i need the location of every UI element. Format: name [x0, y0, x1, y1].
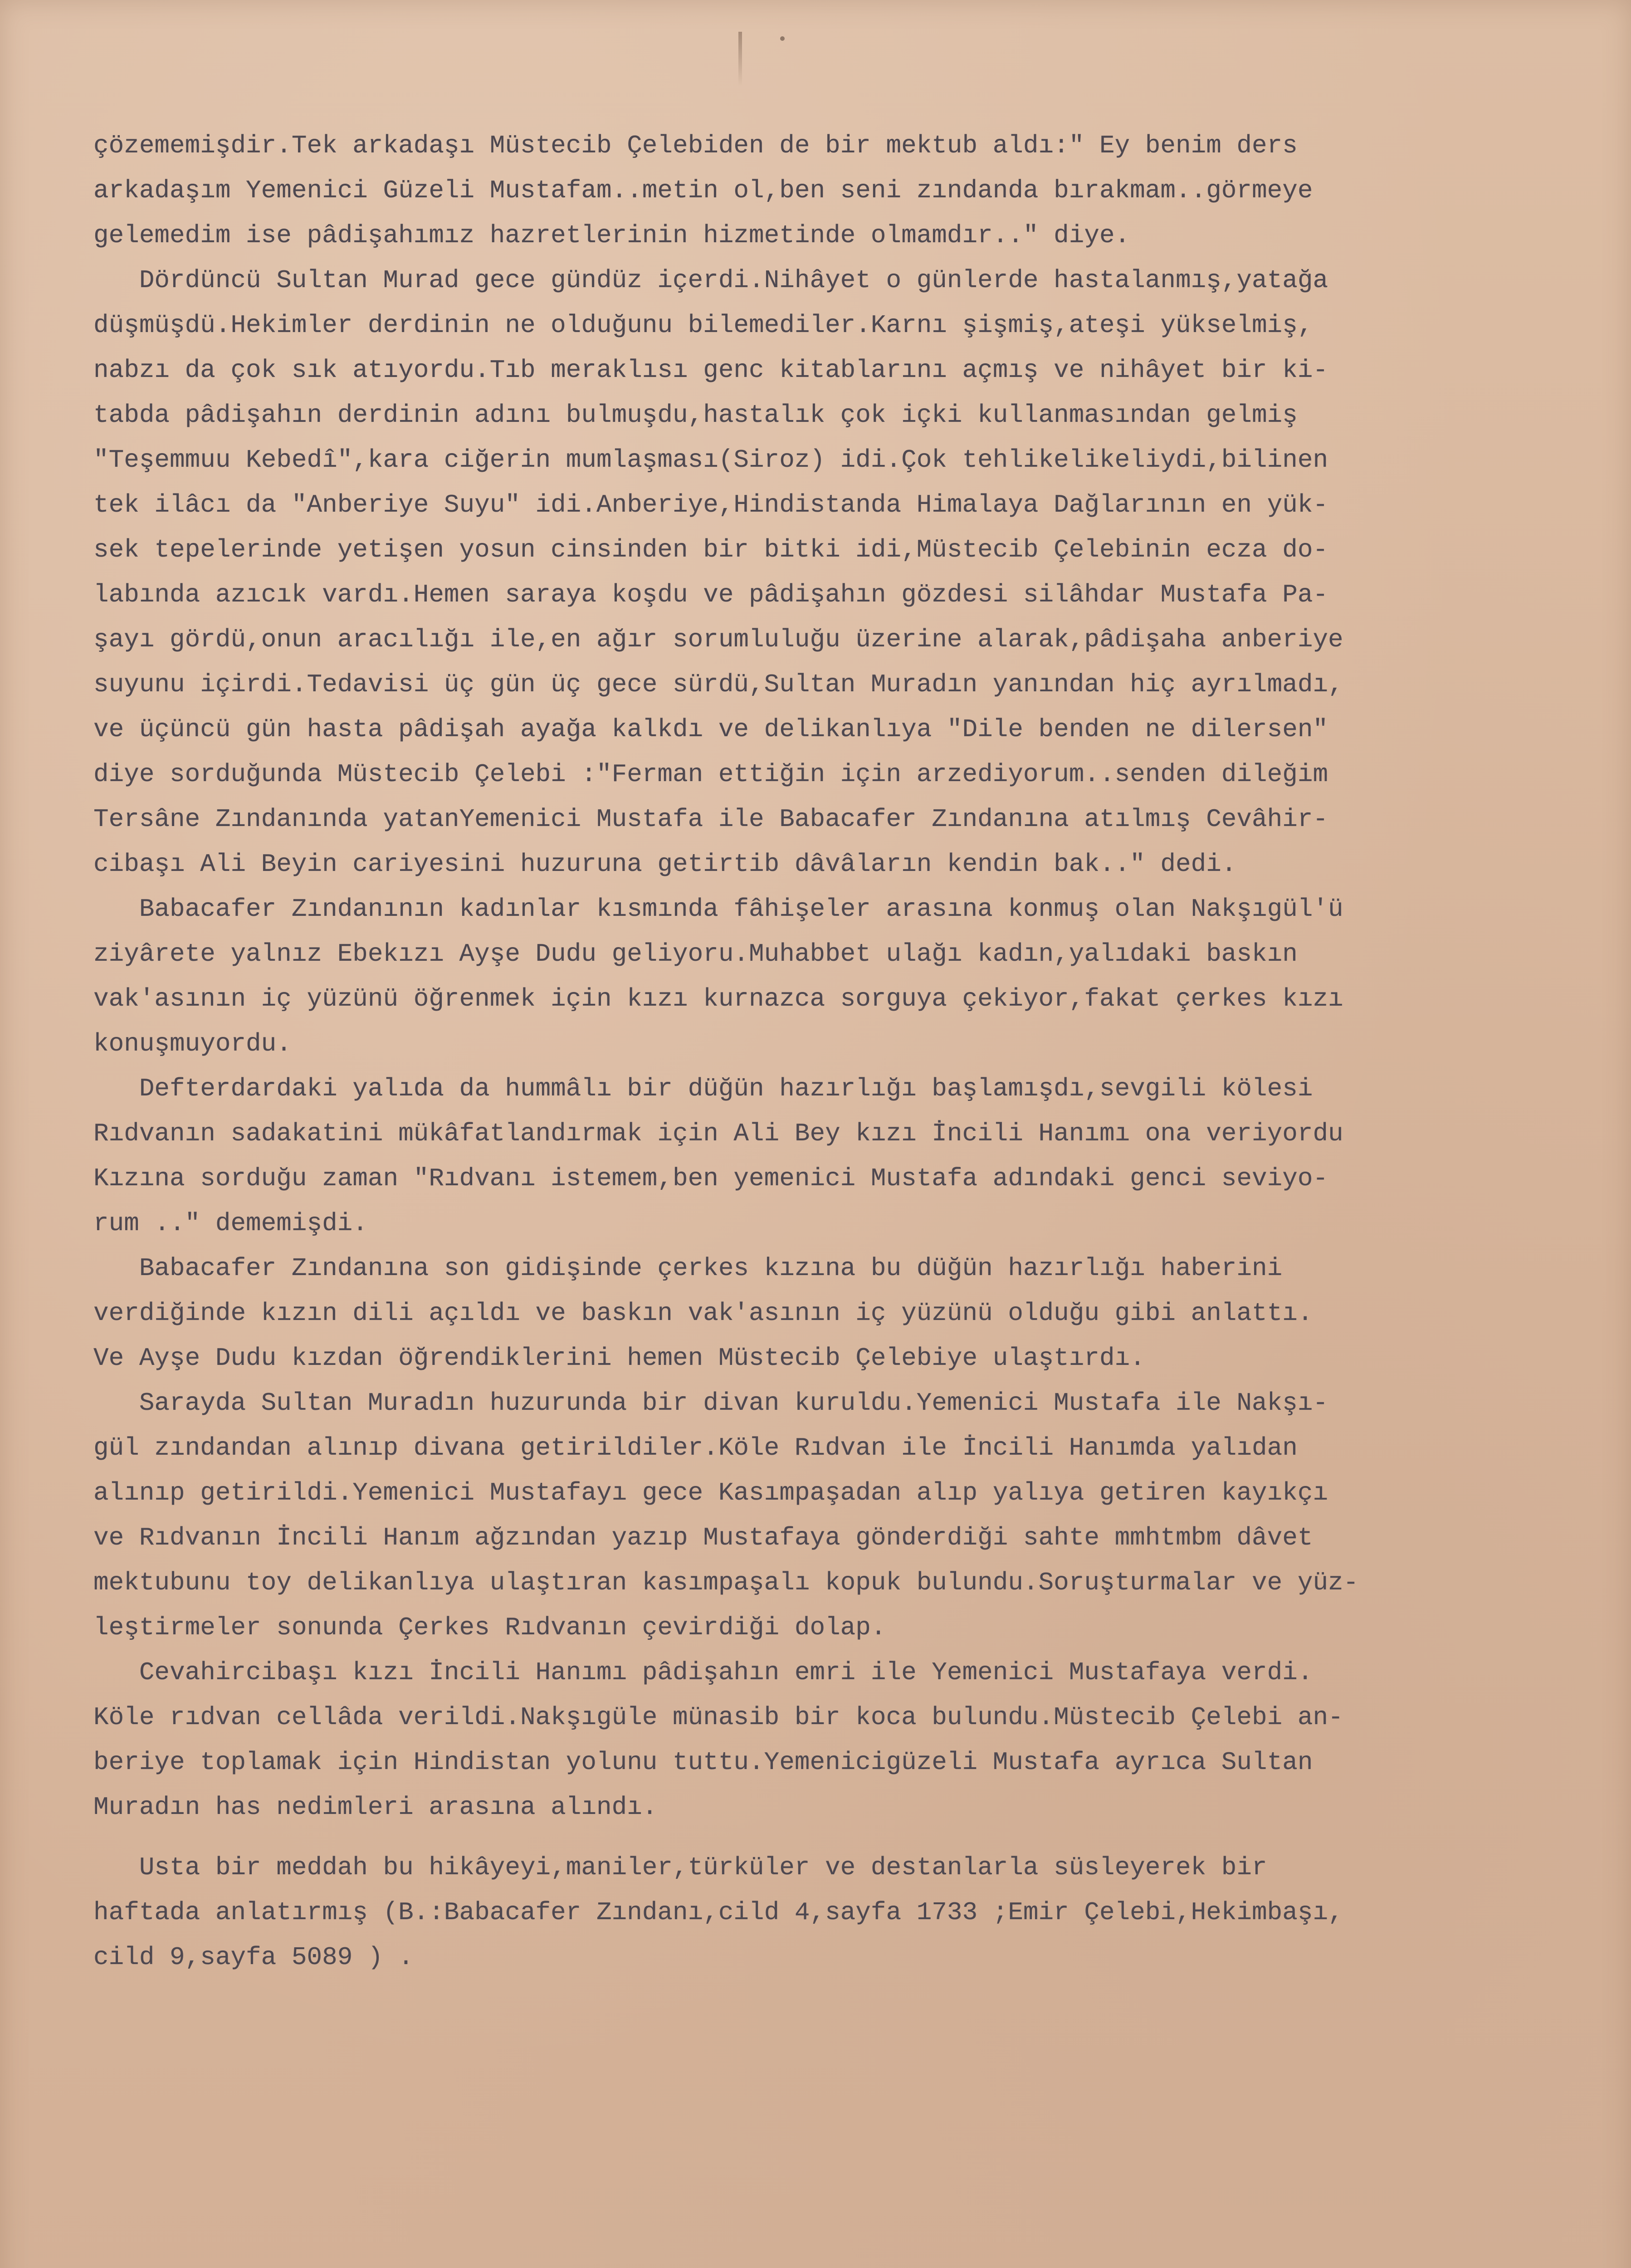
text-line: sek tepelerinde yetişen yosun cinsinden bir bitki idi,Müstecib Çelebinin ecza do- — [93, 535, 1328, 564]
text-line: Babacafer Zındanına son gidişinde çerkes kızına bu düğün hazırlığı haberini — [93, 1254, 1283, 1283]
text-line: Dördüncü Sultan Murad gece gündüz içerdi.Nihâyet o günlerde hastalanmış,yatağa — [93, 266, 1328, 295]
text-line: haftada anlatırmış (B.:Babacafer Zındanı,cild 4,sayfa 1733 ;Emir Çelebi,Hekimbaşı, — [93, 1898, 1343, 1927]
text-line: Usta bir meddah bu hikâyeyi,maniler,türküler ve destanlarla süsleyerek bir — [93, 1853, 1267, 1882]
text-line: cild 9,sayfa 5089 ) . — [93, 1943, 414, 1972]
text-line: alınıp getirildi.Yemenici Mustafayı gece Kasımpaşadan alıp yalıya getiren kayıkçı — [93, 1478, 1328, 1507]
text-line: Rıdvanın sadakatini mükâfatlandırmak için Ali Bey kızı İncili Hanımı ona veriyordu — [93, 1119, 1343, 1148]
text-line: leştirmeler sonunda Çerkes Rıdvanın çevirdiği dolap. — [93, 1613, 886, 1642]
text-line: Köle rıdvan cellâda verildi.Nakşıgüle münasib bir koca bulundu.Müstecib Çelebi an- — [93, 1703, 1343, 1732]
text-line: vak'asının iç yüzünü öğrenmek için kızı kurnazca sorguya çekiyor,fakat çerkes kızı — [93, 984, 1343, 1013]
text-line: düşmüşdü.Hekimler derdinin ne olduğunu bilemediler.Karnı şişmiş,ateşi yükselmiş, — [93, 311, 1313, 340]
text-line: Cevahircibaşı kızı İncili Hanımı pâdişahın emri ile Yemenici Mustafaya verdi. — [93, 1658, 1313, 1687]
text-line: "Teşemmuu Kebedî",kara ciğerin mumlaşması(Siroz) idi.Çok tehlikelikeliydi,bilinen — [93, 445, 1328, 474]
text-line: mektubunu toy delikanlıya ulaştıran kasımpaşalı kopuk bulundu.Soruşturmalar ve yüz- — [93, 1568, 1359, 1597]
text-line: verdiğinde kızın dili açıldı ve baskın vak'asının iç yüzünü olduğu gibi anlattı. — [93, 1299, 1313, 1328]
text-line: ve Rıdvanın İncili Hanım ağzından yazıp Mustafaya gönderdiği sahte mmhtmbm dâvet — [93, 1523, 1313, 1552]
text-line: gelemedim ise pâdişahımız hazretlerinin hizmetinde olmamdır.." diye. — [93, 221, 1130, 250]
text-line: rum .." dememişdi. — [93, 1209, 368, 1238]
paragraph-gap — [93, 1830, 1622, 1845]
text-line: Ve Ayşe Dudu kızdan öğrendiklerini hemen Müstecib Çelebiye ulaştırdı. — [93, 1344, 1145, 1373]
text-line: arkadaşım Yemenici Güzeli Mustafam..metin ol,ben seni zındanda bırakmam..görmeye — [93, 176, 1313, 205]
text-line: Tersâne Zındanında yatanYemenici Mustafa ile Babacafer Zındanına atılmış Cevâhir- — [93, 805, 1328, 834]
text-line: diye sorduğunda Müstecib Çelebi :"Ferman ettiğin için arzediyorum..senden dileğim — [93, 760, 1328, 789]
text-line: nabzı da çok sık atıyordu.Tıb meraklısı genc kitablarını açmış ve nihâyet bir ki- — [93, 356, 1328, 385]
text-line: tabda pâdişahın derdinin adını bulmuşdu,hastalık çok içki kullanmasından gelmiş — [93, 401, 1298, 430]
paper-spot — [780, 36, 785, 41]
text-line: Defterdardaki yalıda da hummâlı bir düğün hazırlığı başlamışdı,sevgili kölesi — [93, 1074, 1313, 1103]
text-line: şayı gördü,onun aracılığı ile,en ağır sorumluluğu üzerine alarak,pâdişaha anberiye — [93, 625, 1343, 654]
text-line: ziyârete yalnız Ebekızı Ayşe Dudu geliyoru.Muhabbet ulağı kadın,yalıdaki baskın — [93, 939, 1298, 968]
text-line: tek ilâcı da "Anberiye Suyu" idi.Anberiye,Hindistanda Himalaya Dağlarının en yük- — [93, 490, 1328, 519]
text-line: Kızına sorduğu zaman "Rıdvanı istemem,ben yemenici Mustafa adındaki genci seviyo- — [93, 1164, 1328, 1193]
text-line: suyunu içirdi.Tedavisi üç gün üç gece sürdü,Sultan Muradın yanından hiç ayrılmadı, — [93, 670, 1343, 699]
text-line: labında azıcık vardı.Hemen saraya koşdu ve pâdişahın gözdesi silâhdar Mustafa Pa- — [93, 580, 1328, 609]
text-line: Sarayda Sultan Muradın huzurunda bir divan kuruldu.Yemenici Mustafa ile Nakşı- — [93, 1388, 1328, 1418]
text-line: gül zındandan alınıp divana getirildiler.Köle Rıdvan ile İncili Hanımda yalıdan — [93, 1433, 1298, 1462]
text-line: konuşmuyordu. — [93, 1029, 292, 1058]
text-line: ve üçüncü gün hasta pâdişah ayağa kalkdı ve delikanlıya "Dile benden ne dilersen" — [93, 715, 1328, 744]
text-line: çözememişdir.Tek arkadaşı Müstecib Çelebiden de bir mektub aldı:" Ey benim ders — [93, 131, 1298, 160]
staple-mark — [738, 32, 742, 86]
text-line: Babacafer Zındanının kadınlar kısmında fâhişeler arasına konmuş olan Nakşıgül'ü — [93, 894, 1343, 924]
text-line: cibaşı Ali Beyin cariyesini huzuruna getirtib dâvâların kendin bak.." dedi. — [93, 850, 1237, 879]
text-line: Muradın has nedimleri arasına alındı. — [93, 1793, 658, 1822]
typewritten-text — [93, 123, 1622, 1980]
text-line: beriye toplamak için Hindistan yolunu tuttu.Yemenicigüzeli Mustafa ayrıca Sultan — [93, 1748, 1313, 1777]
